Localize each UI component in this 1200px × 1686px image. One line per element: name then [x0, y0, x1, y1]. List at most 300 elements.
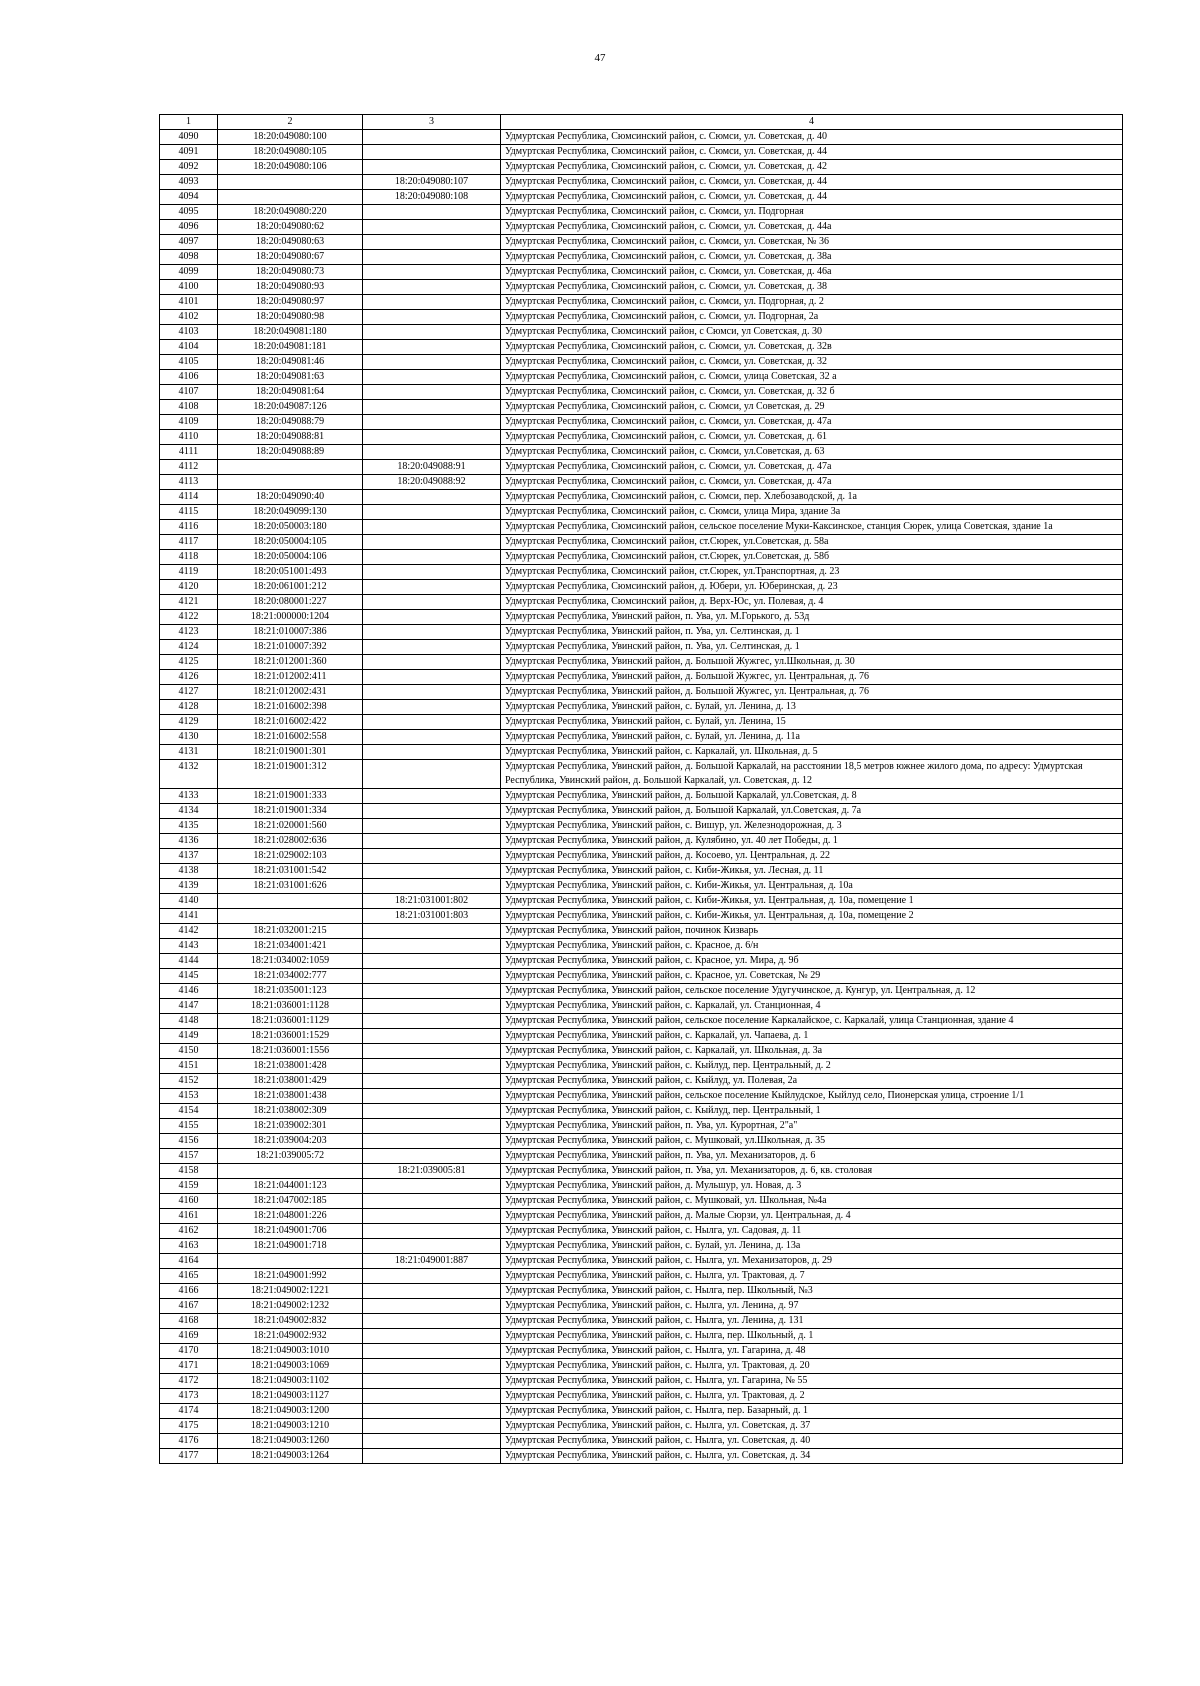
- row-number-cell: 4094: [160, 190, 218, 205]
- cadastral-number-cell: 18:21:034002:1059: [218, 954, 363, 969]
- row-number-cell: 4141: [160, 909, 218, 924]
- address-cell: Удмуртская Республика, Сюмсинский район, с. Сюмси, ул. Советская, д. 42: [501, 160, 1123, 175]
- row-number-cell: 4173: [160, 1389, 218, 1404]
- row-number-cell: 4099: [160, 265, 218, 280]
- address-cell: Удмуртская Республика, Увинский район, с. Нылга, пер. Школьный, №3: [501, 1284, 1123, 1299]
- row-number-cell: 4122: [160, 610, 218, 625]
- address-cell: Удмуртская Республика, Сюмсинский район, с. Сюмси, ул. Советская, д. 44: [501, 175, 1123, 190]
- cadastral-number-cell: [218, 1254, 363, 1269]
- table-row: [160, 445, 1123, 460]
- table-row: [160, 1089, 1123, 1104]
- address-cell: Удмуртская Республика, Увинский район, п. Ува, ул. М.Горького, д. 53д: [501, 610, 1123, 625]
- row-number-cell: 4100: [160, 280, 218, 295]
- row-number-cell: 4161: [160, 1209, 218, 1224]
- address-cell: Удмуртская Республика, Сюмсинский район, д. Юбери, ул. Юберинская, д. 23: [501, 580, 1123, 595]
- address-cell: Удмуртская Республика, Увинский район, п. Ува, ул. Курортная, 2"а": [501, 1119, 1123, 1134]
- table-row: [160, 954, 1123, 969]
- table-row: [160, 295, 1123, 310]
- parent-cadastral-number-cell: [363, 295, 501, 310]
- table-row: [160, 415, 1123, 430]
- cadastral-number-cell: 18:20:049080:73: [218, 265, 363, 280]
- row-number-cell: 4127: [160, 685, 218, 700]
- table-row: [160, 265, 1123, 280]
- cadastral-number-cell: 18:20:049081:64: [218, 385, 363, 400]
- row-number-cell: 4134: [160, 804, 218, 819]
- address-cell: Удмуртская Республика, Увинский район, с. Каркалай, ул. Школьная, д. 5: [501, 745, 1123, 760]
- cadastral-number-cell: 18:20:049081:46: [218, 355, 363, 370]
- cadastral-number-cell: 18:21:019001:301: [218, 745, 363, 760]
- row-number-cell: 4176: [160, 1434, 218, 1449]
- cadastral-number-cell: [218, 1164, 363, 1179]
- address-cell: Удмуртская Республика, Увинский район, с. Красное, ул. Советская, № 29: [501, 969, 1123, 984]
- table-row: [160, 175, 1123, 190]
- cadastral-number-cell: 18:21:049003:1264: [218, 1449, 363, 1464]
- parent-cadastral-number-cell: [363, 355, 501, 370]
- address-cell: Удмуртская Республика, Увинский район, с. Мушковай, ул. Школьная, №4а: [501, 1194, 1123, 1209]
- address-cell: Удмуртская Республика, Увинский район, с. Нылга, ул. Трактовая, д. 2: [501, 1389, 1123, 1404]
- parent-cadastral-number-cell: [363, 939, 501, 954]
- cadastral-number-cell: 18:21:049003:1010: [218, 1344, 363, 1359]
- parent-cadastral-number-cell: [363, 969, 501, 984]
- row-number-cell: 4159: [160, 1179, 218, 1194]
- row-number-cell: 4166: [160, 1284, 218, 1299]
- table-row: [160, 804, 1123, 819]
- address-cell: Удмуртская Республика, Увинский район, д. Кулябино, ул. 40 лет Победы, д. 1: [501, 834, 1123, 849]
- parent-cadastral-number-cell: [363, 999, 501, 1014]
- table-row: [160, 475, 1123, 490]
- address-cell: Удмуртская Республика, Увинский район, д. Большой Каркалай, ул.Советская, д. 7а: [501, 804, 1123, 819]
- row-number-cell: 4156: [160, 1134, 218, 1149]
- table-row: [160, 1254, 1123, 1269]
- cadastral-number-cell: 18:20:049080:106: [218, 160, 363, 175]
- table-row: [160, 145, 1123, 160]
- parent-cadastral-number-cell: [363, 849, 501, 864]
- cadastral-number-cell: 18:21:038001:429: [218, 1074, 363, 1089]
- parent-cadastral-number-cell: [363, 954, 501, 969]
- cadastral-number-cell: 18:20:049080:93: [218, 280, 363, 295]
- parent-cadastral-number-cell: [363, 505, 501, 520]
- table-row: [160, 460, 1123, 475]
- row-number-cell: 4117: [160, 535, 218, 550]
- row-number-cell: 4163: [160, 1239, 218, 1254]
- parent-cadastral-number-cell: [363, 1239, 501, 1254]
- address-cell: Удмуртская Республика, Увинский район, с. Киби-Жикья, ул. Центральная, д. 10а: [501, 879, 1123, 894]
- table-row: [160, 385, 1123, 400]
- address-cell: Удмуртская Республика, Увинский район, с. Нылга, ул. Ленина, д. 131: [501, 1314, 1123, 1329]
- table-row: [160, 745, 1123, 760]
- column-header: 4: [501, 115, 1123, 130]
- table-row: [160, 924, 1123, 939]
- address-cell: Удмуртская Республика, Увинский район, с. Мушковай, ул.Школьная, д. 35: [501, 1134, 1123, 1149]
- table-row: [160, 130, 1123, 145]
- parent-cadastral-number-cell: [363, 864, 501, 879]
- parent-cadastral-number-cell: [363, 340, 501, 355]
- table-row: [160, 640, 1123, 655]
- row-number-cell: 4128: [160, 700, 218, 715]
- address-cell: Удмуртская Республика, Сюмсинский район, сельское поселение Муки-Каксинское, станция Сюрек, улица Советская, здание 1а: [501, 520, 1123, 535]
- row-number-cell: 4162: [160, 1224, 218, 1239]
- cadastral-number-cell: 18:21:049003:1127: [218, 1389, 363, 1404]
- parent-cadastral-number-cell: [363, 535, 501, 550]
- address-cell: Удмуртская Республика, Увинский район, д. Большой Каркалай, на расстоянии 18,5 метров южнее жилого дома, по адресу: Удмуртская Республика, Увинский район, д. Большой Каркалай, ул. Советская, д. 12: [501, 760, 1123, 789]
- cadastral-number-cell: 18:21:036001:1128: [218, 999, 363, 1014]
- table-row: [160, 520, 1123, 535]
- table-row: [160, 250, 1123, 265]
- parent-cadastral-number-cell: [363, 550, 501, 565]
- parent-cadastral-number-cell: [363, 250, 501, 265]
- parent-cadastral-number-cell: [363, 1149, 501, 1164]
- cadastral-number-cell: 18:21:019001:334: [218, 804, 363, 819]
- parent-cadastral-number-cell: [363, 1074, 501, 1089]
- cadastral-number-cell: 18:21:010007:392: [218, 640, 363, 655]
- table-row: [160, 235, 1123, 250]
- row-number-cell: 4103: [160, 325, 218, 340]
- cadastral-number-cell: 18:21:034002:777: [218, 969, 363, 984]
- parent-cadastral-number-cell: 18:20:049080:108: [363, 190, 501, 205]
- cadastral-number-cell: 18:21:049001:718: [218, 1239, 363, 1254]
- address-cell: Удмуртская Республика, Сюмсинский район, д. Верх-Юс, ул. Полевая, д. 4: [501, 595, 1123, 610]
- row-number-cell: 4109: [160, 415, 218, 430]
- cadastral-number-cell: 18:21:036001:1129: [218, 1014, 363, 1029]
- address-cell: Удмуртская Республика, Сюмсинский район, с. Сюмси, ул. Советская, д. 61: [501, 430, 1123, 445]
- row-number-cell: 4093: [160, 175, 218, 190]
- cadastral-number-cell: 18:21:000000:1204: [218, 610, 363, 625]
- parent-cadastral-number-cell: [363, 1434, 501, 1449]
- address-cell: Удмуртская Республика, Увинский район, с. Каркалай, ул. Станционная, 4: [501, 999, 1123, 1014]
- cadastral-number-cell: 18:21:048001:226: [218, 1209, 363, 1224]
- parent-cadastral-number-cell: [363, 1284, 501, 1299]
- parent-cadastral-number-cell: 18:20:049088:92: [363, 475, 501, 490]
- address-cell: Удмуртская Республика, Увинский район, п. Ува, ул. Селтинская, д. 1: [501, 625, 1123, 640]
- address-cell: Удмуртская Республика, Увинский район, п. Ува, ул. Механизаторов, д. 6: [501, 1149, 1123, 1164]
- column-header: 3: [363, 115, 501, 130]
- address-cell: Удмуртская Республика, Увинский район, с. Булай, ул. Ленина, 15: [501, 715, 1123, 730]
- table-row: [160, 864, 1123, 879]
- cadastral-number-cell: [218, 475, 363, 490]
- parent-cadastral-number-cell: [363, 1269, 501, 1284]
- parent-cadastral-number-cell: [363, 1089, 501, 1104]
- row-number-cell: 4108: [160, 400, 218, 415]
- address-cell: Удмуртская Республика, Увинский район, с. Красное, д. 6/н: [501, 939, 1123, 954]
- table-row: [160, 1269, 1123, 1284]
- cadastral-number-cell: 18:21:031001:542: [218, 864, 363, 879]
- cadastral-number-cell: 18:21:029002:103: [218, 849, 363, 864]
- row-number-cell: 4144: [160, 954, 218, 969]
- address-cell: Удмуртская Республика, Увинский район, с. Каркалай, ул. Чапаева, д. 1: [501, 1029, 1123, 1044]
- table-row: [160, 1359, 1123, 1374]
- parent-cadastral-number-cell: [363, 400, 501, 415]
- address-cell: Удмуртская Республика, Увинский район, д. Большой Каркалай, ул.Советская, д. 8: [501, 789, 1123, 804]
- parent-cadastral-number-cell: [363, 984, 501, 999]
- row-number-cell: 4129: [160, 715, 218, 730]
- row-number-cell: 4133: [160, 789, 218, 804]
- cadastral-number-cell: 18:20:049080:97: [218, 295, 363, 310]
- row-number-cell: 4120: [160, 580, 218, 595]
- address-cell: Удмуртская Республика, Увинский район, д. Большой Жужгес, ул. Центральная, д. 76: [501, 685, 1123, 700]
- row-number-cell: 4139: [160, 879, 218, 894]
- cadastral-number-cell: 18:20:049088:89: [218, 445, 363, 460]
- address-cell: Удмуртская Республика, Сюмсинский район, с. Сюмси, ул. Советская, д. 38а: [501, 250, 1123, 265]
- table-row: [160, 1104, 1123, 1119]
- cadastral-number-cell: 18:21:039004:203: [218, 1134, 363, 1149]
- cadastral-number-cell: 18:21:020001:560: [218, 819, 363, 834]
- table-row: [160, 984, 1123, 999]
- parent-cadastral-number-cell: [363, 789, 501, 804]
- row-number-cell: 4092: [160, 160, 218, 175]
- cadastral-number-cell: 18:20:049081:180: [218, 325, 363, 340]
- parent-cadastral-number-cell: [363, 924, 501, 939]
- parent-cadastral-number-cell: [363, 760, 501, 789]
- address-cell: Удмуртская Республика, Увинский район, д. Косоево, ул. Центральная, д. 22: [501, 849, 1123, 864]
- cadastral-number-cell: 18:20:049081:63: [218, 370, 363, 385]
- row-number-cell: 4114: [160, 490, 218, 505]
- row-number-cell: 4157: [160, 1149, 218, 1164]
- row-number-cell: 4145: [160, 969, 218, 984]
- cadastral-number-cell: 18:21:012001:360: [218, 655, 363, 670]
- address-cell: Удмуртская Республика, Сюмсинский район, с. Сюмси, ул. Подгорная, д. 2: [501, 295, 1123, 310]
- parent-cadastral-number-cell: [363, 520, 501, 535]
- cadastral-number-cell: 18:20:049080:67: [218, 250, 363, 265]
- table-row: [160, 685, 1123, 700]
- parent-cadastral-number-cell: [363, 445, 501, 460]
- cadastral-number-cell: 18:21:034001:421: [218, 939, 363, 954]
- parent-cadastral-number-cell: [363, 1194, 501, 1209]
- cadastral-number-cell: 18:21:016002:558: [218, 730, 363, 745]
- table-row: [160, 1194, 1123, 1209]
- cadastral-number-cell: 18:21:049002:832: [218, 1314, 363, 1329]
- column-header: 1: [160, 115, 218, 130]
- table-row: [160, 1224, 1123, 1239]
- row-number-cell: 4136: [160, 834, 218, 849]
- row-number-cell: 4152: [160, 1074, 218, 1089]
- address-cell: Удмуртская Республика, Сюмсинский район, с. Сюмси, ул. Советская, д. 47а: [501, 475, 1123, 490]
- cadastral-number-cell: 18:21:038001:428: [218, 1059, 363, 1074]
- cadastral-number-cell: 18:21:049003:1102: [218, 1374, 363, 1389]
- cadastral-number-cell: 18:21:010007:386: [218, 625, 363, 640]
- row-number-cell: 4121: [160, 595, 218, 610]
- parent-cadastral-number-cell: [363, 1374, 501, 1389]
- table-row: [160, 1404, 1123, 1419]
- address-cell: Удмуртская Республика, Увинский район, с. Кыйлуд, пер. Центральный, 1: [501, 1104, 1123, 1119]
- row-number-cell: 4116: [160, 520, 218, 535]
- address-cell: Удмуртская Республика, Сюмсинский район, ст.Сюрек, ул.Советская, д. 58б: [501, 550, 1123, 565]
- address-cell: Удмуртская Республика, Увинский район, с. Нылга, ул. Механизаторов, д. 29: [501, 1254, 1123, 1269]
- column-header: 2: [218, 115, 363, 130]
- parent-cadastral-number-cell: [363, 205, 501, 220]
- table-row: [160, 1449, 1123, 1464]
- row-number-cell: 4125: [160, 655, 218, 670]
- address-cell: Удмуртская Республика, Увинский район, сельское поселение Удугучинское, д. Кунгур, ул. Центральная, д. 12: [501, 984, 1123, 999]
- address-cell: Удмуртская Республика, Сюмсинский район, с. Сюмси, ул. Советская, д. 44: [501, 145, 1123, 160]
- table-row: [160, 1119, 1123, 1134]
- row-number-cell: 4174: [160, 1404, 218, 1419]
- address-cell: Удмуртская Республика, Сюмсинский район, с. Сюмси, ул Советская, д. 29: [501, 400, 1123, 415]
- address-cell: Удмуртская Республика, Увинский район, сельское поселение Кыйлудское, Кыйлуд село, Пионерская улица, строение 1/1: [501, 1089, 1123, 1104]
- parent-cadastral-number-cell: [363, 1404, 501, 1419]
- table-row: [160, 490, 1123, 505]
- cadastral-number-cell: 18:21:049003:1200: [218, 1404, 363, 1419]
- parent-cadastral-number-cell: [363, 1029, 501, 1044]
- table-row: [160, 325, 1123, 340]
- parent-cadastral-number-cell: [363, 655, 501, 670]
- table-row: [160, 849, 1123, 864]
- parent-cadastral-number-cell: [363, 490, 501, 505]
- table-header-row: [160, 115, 1123, 130]
- parent-cadastral-number-cell: [363, 610, 501, 625]
- cadastral-number-cell: 18:21:049001:706: [218, 1224, 363, 1239]
- address-cell: Удмуртская Республика, Увинский район, с. Булай, ул. Ленина, д. 13а: [501, 1239, 1123, 1254]
- parent-cadastral-number-cell: [363, 745, 501, 760]
- row-number-cell: 4167: [160, 1299, 218, 1314]
- address-cell: Удмуртская Республика, Увинский район, с. Нылга, ул. Ленина, д. 97: [501, 1299, 1123, 1314]
- parent-cadastral-number-cell: 18:21:031001:802: [363, 894, 501, 909]
- table-row: [160, 400, 1123, 415]
- row-number-cell: 4149: [160, 1029, 218, 1044]
- parent-cadastral-number-cell: [363, 280, 501, 295]
- cadastral-number-cell: 18:20:049080:105: [218, 145, 363, 160]
- address-cell: Удмуртская Республика, Увинский район, с. Вишур, ул. Железнодорожная, д. 3: [501, 819, 1123, 834]
- address-cell: Удмуртская Республика, Увинский район, с. Каркалай, ул. Школьная, д. 3а: [501, 1044, 1123, 1059]
- parent-cadastral-number-cell: 18:21:031001:803: [363, 909, 501, 924]
- table-row: [160, 1239, 1123, 1254]
- cadastral-number-cell: 18:21:019001:312: [218, 760, 363, 789]
- parent-cadastral-number-cell: [363, 1299, 501, 1314]
- address-cell: Удмуртская Республика, Увинский район, с. Киби-Жикья, ул. Лесная, д. 11: [501, 864, 1123, 879]
- row-number-cell: 4168: [160, 1314, 218, 1329]
- parent-cadastral-number-cell: [363, 1119, 501, 1134]
- table-row: [160, 1179, 1123, 1194]
- parent-cadastral-number-cell: [363, 1059, 501, 1074]
- table-row: [160, 670, 1123, 685]
- table-row: [160, 1164, 1123, 1179]
- cadastral-number-cell: 18:21:049002:1221: [218, 1284, 363, 1299]
- row-number-cell: 4091: [160, 145, 218, 160]
- row-number-cell: 4169: [160, 1329, 218, 1344]
- address-cell: Удмуртская Республика, Сюмсинский район, с. Сюмси, ул. Советская, д. 47а: [501, 460, 1123, 475]
- table-row: [160, 1059, 1123, 1074]
- cadastral-number-cell: 18:20:049090:40: [218, 490, 363, 505]
- cadastral-number-cell: 18:21:049002:1232: [218, 1299, 363, 1314]
- table-row: [160, 909, 1123, 924]
- parent-cadastral-number-cell: [363, 700, 501, 715]
- table-row: [160, 819, 1123, 834]
- table-row: [160, 760, 1123, 789]
- table-row: [160, 430, 1123, 445]
- row-number-cell: 4095: [160, 205, 218, 220]
- table-row: [160, 370, 1123, 385]
- row-number-cell: 4096: [160, 220, 218, 235]
- cadastral-number-cell: 18:20:049088:79: [218, 415, 363, 430]
- parent-cadastral-number-cell: [363, 1014, 501, 1029]
- table-row: [160, 1134, 1123, 1149]
- cadastral-number-cell: 18:21:039002:301: [218, 1119, 363, 1134]
- row-number-cell: 4102: [160, 310, 218, 325]
- cadastral-number-cell: 18:21:039005:72: [218, 1149, 363, 1164]
- cadastral-number-cell: 18:21:047002:185: [218, 1194, 363, 1209]
- cadastral-number-cell: [218, 190, 363, 205]
- cadastral-number-cell: 18:20:050003:180: [218, 520, 363, 535]
- table-row: [160, 535, 1123, 550]
- row-number-cell: 4130: [160, 730, 218, 745]
- parent-cadastral-number-cell: [363, 1449, 501, 1464]
- parent-cadastral-number-cell: [363, 1359, 501, 1374]
- table-row: [160, 340, 1123, 355]
- row-number-cell: 4165: [160, 1269, 218, 1284]
- cadastral-number-cell: [218, 894, 363, 909]
- address-cell: Удмуртская Республика, Сюмсинский район, с. Сюмси, ул. Советская, № 36: [501, 235, 1123, 250]
- address-cell: Удмуртская Республика, Сюмсинский район, с. Сюмси, ул. Советская, д. 47а: [501, 415, 1123, 430]
- row-number-cell: 4172: [160, 1374, 218, 1389]
- row-number-cell: 4143: [160, 939, 218, 954]
- row-number-cell: 4154: [160, 1104, 218, 1119]
- cadastral-number-cell: 18:21:031001:626: [218, 879, 363, 894]
- row-number-cell: 4097: [160, 235, 218, 250]
- row-number-cell: 4146: [160, 984, 218, 999]
- table-row: [160, 700, 1123, 715]
- row-number-cell: 4153: [160, 1089, 218, 1104]
- row-number-cell: 4126: [160, 670, 218, 685]
- cadastral-number-cell: [218, 909, 363, 924]
- table-row: [160, 894, 1123, 909]
- cadastral-number-cell: [218, 460, 363, 475]
- parent-cadastral-number-cell: [363, 370, 501, 385]
- table-row: [160, 1149, 1123, 1164]
- table-row: [160, 999, 1123, 1014]
- address-cell: Удмуртская Республика, Увинский район, с. Нылга, ул. Трактовая, д. 7: [501, 1269, 1123, 1284]
- parent-cadastral-number-cell: [363, 130, 501, 145]
- row-number-cell: 4101: [160, 295, 218, 310]
- row-number-cell: 4113: [160, 475, 218, 490]
- row-number-cell: 4090: [160, 130, 218, 145]
- row-number-cell: 4148: [160, 1014, 218, 1029]
- cadastral-number-cell: 18:20:049080:100: [218, 130, 363, 145]
- address-cell: Удмуртская Республика, Увинский район, д. Мульшур, ул. Новая, д. 3: [501, 1179, 1123, 1194]
- parent-cadastral-number-cell: [363, 730, 501, 745]
- table-row: [160, 565, 1123, 580]
- row-number-cell: 4155: [160, 1119, 218, 1134]
- cadastral-number-cell: 18:21:036001:1556: [218, 1044, 363, 1059]
- row-number-cell: 4140: [160, 894, 218, 909]
- address-cell: Удмуртская Республика, Увинский район, п. Ува, ул. Механизаторов, д. 6, кв. столовая: [501, 1164, 1123, 1179]
- cadastral-number-cell: 18:21:035001:123: [218, 984, 363, 999]
- row-number-cell: 4112: [160, 460, 218, 475]
- cadastral-number-cell: 18:20:049099:130: [218, 505, 363, 520]
- cadastral-number-cell: 18:20:049080:220: [218, 205, 363, 220]
- address-cell: Удмуртская Республика, Сюмсинский район, с. Сюмси, ул.Советская, д. 63: [501, 445, 1123, 460]
- cadastral-number-cell: 18:20:049081:181: [218, 340, 363, 355]
- row-number-cell: 4171: [160, 1359, 218, 1374]
- row-number-cell: 4124: [160, 640, 218, 655]
- cadastral-number-cell: 18:21:038002:309: [218, 1104, 363, 1119]
- address-cell: Удмуртская Республика, Увинский район, сельское поселение Каркалайское, с. Каркалай, улица Станционная, здание 4: [501, 1014, 1123, 1029]
- row-number-cell: 4137: [160, 849, 218, 864]
- cadastral-number-cell: 18:21:016002:422: [218, 715, 363, 730]
- table-row: [160, 730, 1123, 745]
- parent-cadastral-number-cell: [363, 879, 501, 894]
- parent-cadastral-number-cell: [363, 580, 501, 595]
- address-cell: Удмуртская Республика, Увинский район, с. Нылга, ул. Советская, д. 37: [501, 1419, 1123, 1434]
- table-row: [160, 1074, 1123, 1089]
- address-cell: Удмуртская Республика, Сюмсинский район, с. Сюмси, ул. Советская, д. 40: [501, 130, 1123, 145]
- address-cell: Удмуртская Республика, Увинский район, с. Нылга, пер. Школьный, д. 1: [501, 1329, 1123, 1344]
- parent-cadastral-number-cell: 18:21:039005:81: [363, 1164, 501, 1179]
- table-row: [160, 715, 1123, 730]
- parent-cadastral-number-cell: [363, 685, 501, 700]
- address-cell: Удмуртская Республика, Увинский район, с. Нылга, ул. Гагарина, д. 48: [501, 1344, 1123, 1359]
- address-cell: Удмуртская Республика, Сюмсинский район, с. Сюмси, ул. Советская, д. 44: [501, 190, 1123, 205]
- row-number-cell: 4106: [160, 370, 218, 385]
- address-cell: Удмуртская Республика, Сюмсинский район, с. Сюмси, улица Мира, здание 3а: [501, 505, 1123, 520]
